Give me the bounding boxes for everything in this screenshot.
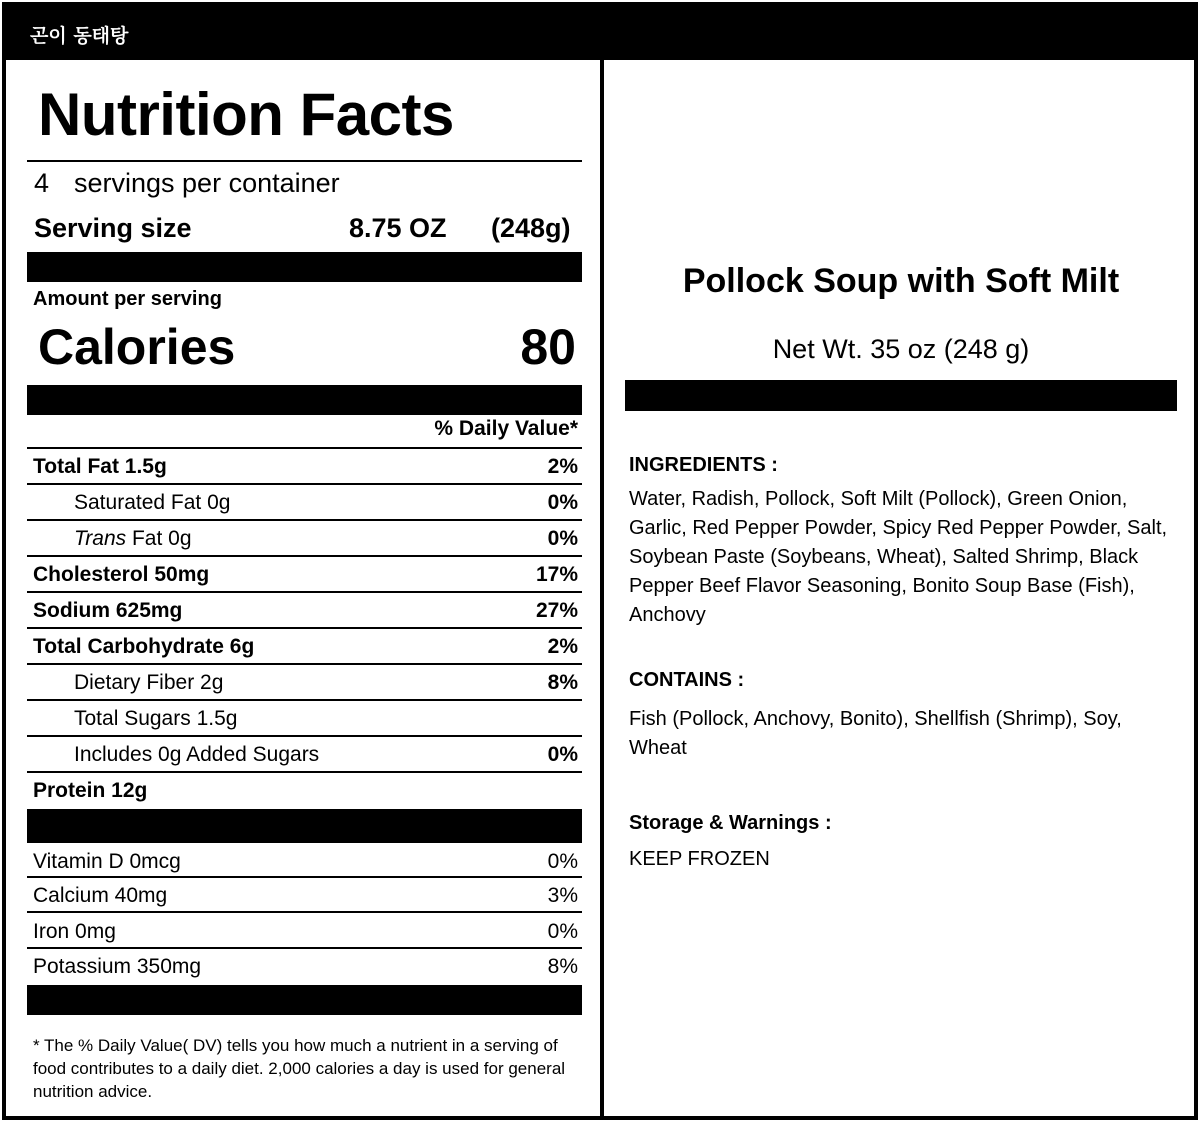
vitamin-dv: 0% [547,850,578,873]
vitamin-name: Iron 0mg [33,920,116,943]
nutrient-name: Total Sugars 1.5g [74,707,238,730]
nutrient-name: Total Carbohydrate 6g [33,635,255,658]
vitamin-name: Vitamin D 0mcg [33,850,181,873]
vitamin-dv: 3% [547,884,578,907]
ingredients-text: Water, Radish, Pollock, Soft Milt (Pollock), Green Onion, Garlic, Red Pepper Powder, Spicy Red Pepper Powder, Salt, Soybean Paste (Soybeans, Wheat), Salted Shrimp, Black Pepper Beef Flavor Seasoning, Bonito Soup Base (Fish), Anchovy [629,488,1168,626]
storage-title: Storage & Warnings : [629,812,832,834]
net-weight: Net Wt. 35 oz (248 g) [772,334,1030,364]
thick-bar [625,380,1177,411]
nutrient-dv: 8% [547,671,578,694]
vitamin-row-potassium [27,949,582,985]
nutrient-dv: 27% [535,599,578,622]
nutrient-dv: 2% [547,635,578,658]
nutrient-name: Sodium 625mg [33,599,183,622]
calories-value: 80 [520,319,576,375]
contains-title: CONTAINS : [629,669,745,691]
nutrient-dv: 17% [535,563,578,586]
nutrient-row-total-fat [27,449,582,485]
nutrient-row-trans-fat [27,521,582,557]
nutrient-name: Saturated Fat 0g [74,491,231,514]
nutrient-dv: 0% [547,743,578,766]
nutrient-name: Includes 0g Added Sugars [74,743,320,766]
vitamin-name: Calcium 40mg [33,884,168,907]
serving-size-oz: 8.75 OZ [349,213,447,243]
servings-count: 4 [34,168,50,198]
nutrient-name: Total Fat 1.5g [33,455,167,478]
nutrition-facts-title: Nutrition Facts [38,81,454,148]
product-info-panel [604,60,1198,1120]
ingredients-title: INGREDIENTS : [629,454,778,476]
nutrient-row-saturated-fat [27,485,582,521]
serving-size-label: Serving size [34,213,192,243]
nutrient-dv: 2% [547,455,578,478]
amount-per-serving: Amount per serving [33,288,222,310]
header-bar [6,6,1194,60]
thick-bar [27,385,582,415]
vitamin-name: Potassium 350mg [33,955,202,978]
serving-size-grams: (248g) [491,213,571,243]
servings-per-container [34,168,340,199]
nutrient-dv: 0% [547,491,578,514]
product-korean-title: 곤이 동태탕 [30,25,129,47]
nutrient-row-total-carbohydrate [27,629,582,665]
thick-bar [27,809,582,843]
daily-value-header: % Daily Value* [434,417,578,440]
nutrient-row-sodium [27,593,582,629]
contains-text: Fish (Pollock, Anchovy, Bonito), Shellfish (Shrimp), Soy, Wheat [629,708,1122,759]
nutrient-name: Cholesterol 50mg [33,563,210,586]
product-name: Pollock Soup with Soft Milt [682,262,1120,300]
daily-value-footnote: * The % Daily Value( DV) tells you how much a nutrient in a serving of food contributes to a daily diet. 2,000 calories a day is used for general nutrition advice. [33,1036,566,1101]
trans-italic: Trans [74,527,127,550]
thick-bar [27,252,582,282]
trans-rest: Fat 0g [126,527,192,550]
servings-text: servings per container [74,168,340,198]
vitamin-dv: 8% [547,955,578,978]
nutrient-name: Protein 12g [33,779,148,802]
nutrition-facts-panel [6,60,600,1120]
calories-label: Calories [38,319,236,375]
nutrient-row-total-sugars [27,701,582,737]
nutrient-row-added-sugars [27,737,582,773]
vitamin-row-calcium [27,878,582,914]
nutrient-dv: 0% [547,527,578,550]
divider-line [27,911,582,913]
vitamin-row-iron [27,914,582,950]
nutrient-name: Dietary Fiber 2g [74,671,224,694]
divider-line [27,160,582,162]
storage-text: KEEP FROZEN [629,848,770,870]
nutrient-row-protein [27,773,582,809]
nutrient-row-cholesterol [27,557,582,593]
nutrient-name [74,527,192,551]
vitamin-dv: 0% [547,920,578,943]
nutrient-row-dietary-fiber [27,665,582,701]
label-frame [2,2,1198,1120]
thick-bar [27,985,582,1015]
vitamin-row-vitamin-d [27,844,582,880]
